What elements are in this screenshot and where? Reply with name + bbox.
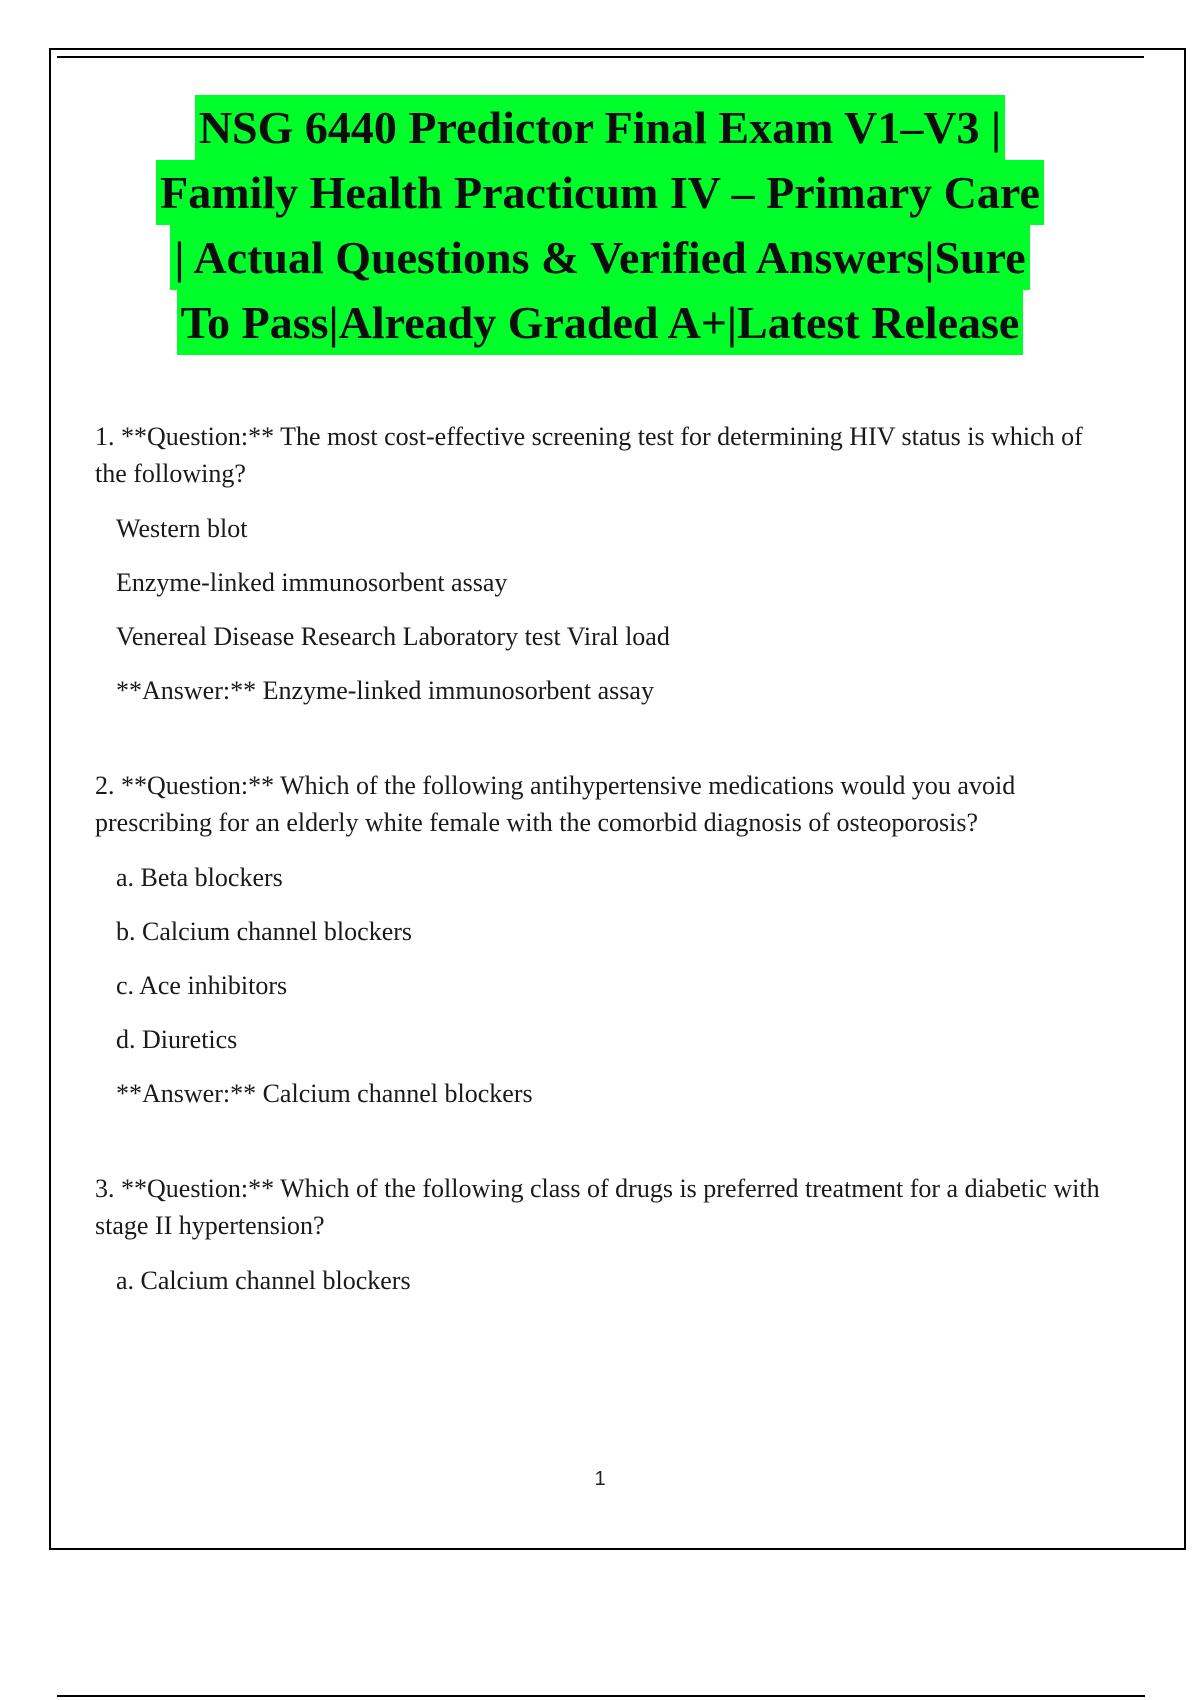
answer-option: Western blot — [116, 514, 248, 543]
question-text: 1. **Question:** The most cost-effective screening test for determining HIV status is which of the following? — [95, 422, 1083, 488]
answer-option: a. Calcium channel blockers — [116, 1266, 411, 1295]
question-block-3 — [95, 1170, 1105, 1299]
question-text: 2. **Question:** Which of the following antihypertensive medications would you avoid prescribing for an elderly white female with the comorbid diagnosis of osteoporosis? — [95, 771, 1016, 837]
title-line: | Actual Questions & Verified Answers|Sure — [170, 225, 1029, 290]
top-rule — [57, 56, 1144, 58]
question-block-1 — [95, 418, 1105, 709]
answer-option: c. Ace inhibitors — [116, 971, 288, 1000]
answer-option: Enzyme-linked immunosorbent assay — [116, 568, 508, 597]
title-line: Family Health Practicum IV – Primary Care — [156, 160, 1044, 225]
title-line: NSG 6440 Predictor Final Exam V1–V3 | — [195, 95, 1005, 160]
correct-answer: **Answer:** Calcium channel blockers — [116, 1079, 533, 1108]
correct-answer: **Answer:** Enzyme-linked immunosorbent assay — [116, 676, 654, 705]
question-list — [95, 418, 1105, 1357]
document-title — [60, 95, 1140, 355]
answer-option: d. Diuretics — [116, 1025, 238, 1054]
answer-option: b. Calcium channel blockers — [116, 917, 413, 946]
question-block-2 — [95, 767, 1105, 1112]
page-number: 1 — [594, 1468, 606, 1490]
bottom-rule — [57, 1695, 1145, 1697]
answer-option: Venereal Disease Research Laboratory test Viral load — [116, 622, 670, 651]
title-line: To Pass|Already Graded A+|Latest Release — [177, 290, 1024, 355]
question-text: 3. **Question:** Which of the following class of drugs is preferred treatment for a diabetic with stage II hypertension? — [95, 1174, 1100, 1240]
answer-option: a. Beta blockers — [116, 863, 283, 892]
